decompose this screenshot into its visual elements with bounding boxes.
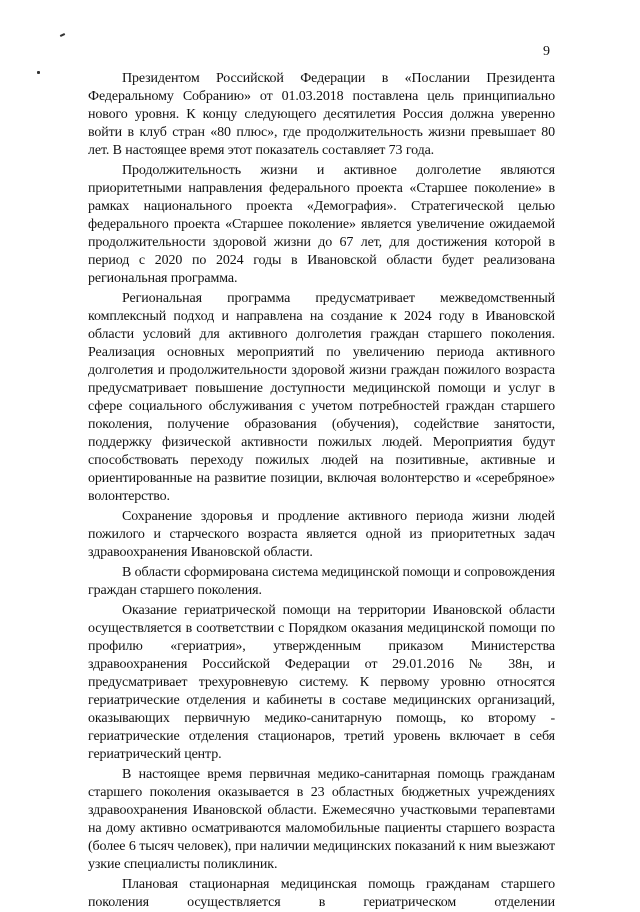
- page-number: 9: [543, 44, 550, 59]
- scan-speck: [60, 33, 65, 37]
- paragraph-inpatient-care: Плановая стационарная медицинская помощь гражданам старшего поколения осуществляется в гериатрическом отделении: [88, 877, 555, 910]
- scan-speck: [37, 71, 40, 74]
- document-body: [88, 70, 555, 912]
- paragraph-regional-program: Региональная программа предусматривает межведомственный комплексный подход и направлена на создание к 2024 году в Ивановской области условий для активного долголетия граждан старшего поколения. Реализация основных мероприятий по увеличению периода активного долголетия и продолжительности здоровой жизни граждан пожилого возраста предусматривает повышение доступности медицинской помощи и услуг в сфере социального обслуживания с учетом потребностей граждан старшего поколения, получение образования (обучения), содействие занятости, поддержку физической активности пожилых людей. Мероприятия будут способствовать переходу пожилых людей на позитивные, активные и ориентированные на развитие позиции, включая волонтерство и «серебряное» волонтерство.: [88, 291, 555, 504]
- paragraph-care-system: В области сформирована система медицинской помощи и сопровождения граждан старшего поколения.: [88, 565, 555, 598]
- paragraph-life-expectancy: Продолжительность жизни и активное долголетие являются приоритетными направления федерального проекта «Старшее поколение» в рамках национального проекта «Демография». Стратегической целью федерального проекта «Старшее поколение» является увеличение ожидаемой продолжительности здоровой жизни до 67 лет, для достижения которой в период с 2020 по 2024 годы в Ивановской области будет реализована региональная программа.: [88, 163, 555, 286]
- paragraph-primary-care: В настоящее время первичная медико-санитарная помощь гражданам старшего поколения оказывается в 23 областных бюджетных учреждениях здравоохранения Ивановской области. Ежемесячно участковыми терапевтами на дому активно осматриваются маломобильные пациенты старшего возраста (более 6 тысяч человек), при наличии медицинских показаний к ним выезжают узкие специалисты поликлиник.: [88, 767, 555, 872]
- paragraph-health-preservation: Сохранение здоровья и продление активного периода жизни людей пожилого и старческого возраста является одной из приоритетных задач здравоохранения Ивановской области.: [88, 509, 555, 560]
- paragraph-geriatric-care: Оказание гериатрической помощи на территории Ивановской области осуществляется в соответствии с Порядком оказания медицинской помощи по профилю «гериатрия», утвержденным приказом Министерства здравоохранения Российской Федерации от 29.01.2016 № 38н, и предусматривает трехуровневую систему. К первому уровню относятся гериатрические отделения и кабинеты в составе медицинских организаций, оказывающих первичную медико-санитарную помощь, ко второму - гериатрические отделения стационаров, третий уровень включает в себя гериатрический центр.: [88, 603, 555, 762]
- paragraph-president-goal: Президентом Российской Федерации в «Послании Президента Федеральному Собранию» от 01.03.2018 поставлена цель принципиально нового уровня. К концу следующего десятилетия Россия должна уверенно войти в клуб стран «80 плюс», где продолжительность жизни превышает 80 лет. В настоящее время этот показатель составляет 73 года.: [88, 71, 555, 158]
